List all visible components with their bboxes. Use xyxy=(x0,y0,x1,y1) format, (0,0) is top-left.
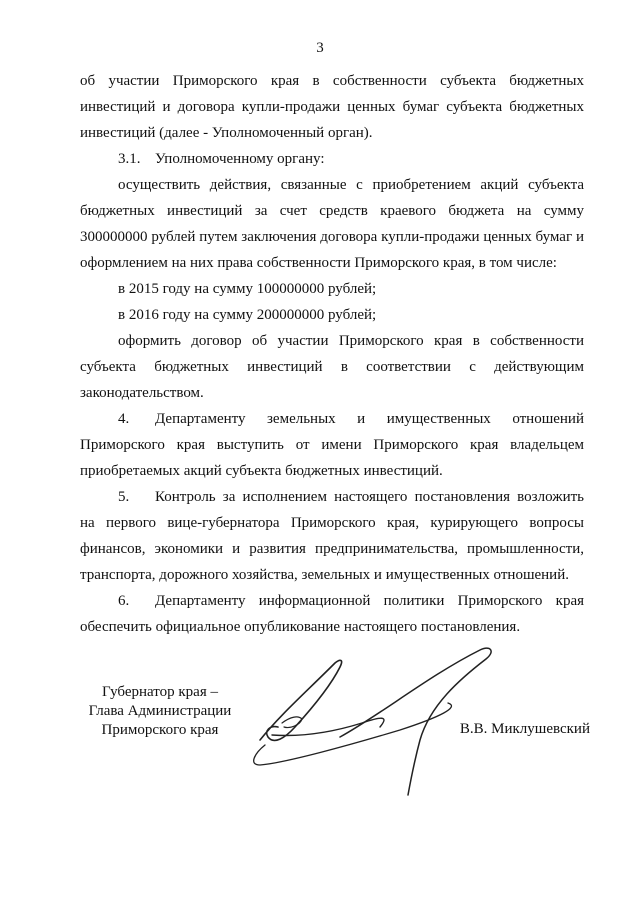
item-number: 4. xyxy=(118,411,130,427)
page-number: 3 xyxy=(316,40,324,56)
item-5 xyxy=(80,484,584,588)
item-text: Департаменту земельных и имущественных отношений Приморского края выступить от имени Приморского края владельцем приобретаемых акций субъекта бюджетных инвестиций. xyxy=(80,411,584,479)
paragraph-continuation: об участии Приморского края в собственности субъекта бюджетных инвестиций и договора купли-продажи ценных бумаг субъекта бюджетных инвестиций (далее - Уполномоченный орган). xyxy=(80,73,584,141)
item-4 xyxy=(80,406,584,484)
paragraph-2016: в 2016 году на сумму 200000000 рублей; xyxy=(118,307,377,323)
signatory-position xyxy=(80,683,240,740)
item-text: Контроль за исполнением настоящего постановления возложить на первого вице-губернатора Приморского края, курирующего вопросы финансов, экономики и развития предпринимательства, промышленности, транспорта, дорожного хозяйства, земельных и имущественных отношений. xyxy=(80,489,584,583)
item-number: 6. xyxy=(118,593,130,609)
position-line: Губернатор края – xyxy=(102,684,218,700)
signature-block xyxy=(80,675,590,815)
item-3-1 xyxy=(80,146,584,172)
item-text: Уполномоченному органу: xyxy=(155,151,325,167)
item-number: 3.1. xyxy=(118,151,141,167)
item-number: 5. xyxy=(118,489,130,505)
paragraph-actions: осуществить действия, связанные с приобретением акций субъекта бюджетных инвестиций за счет средств краевого бюджета на сумму 300000000 рублей путем заключения договора купли-продажи ценных бумаг и оформлением на них права собственности Приморского края, в том числе: xyxy=(80,177,584,271)
document-body xyxy=(80,68,584,640)
item-6 xyxy=(80,588,584,640)
paragraph-2015: в 2015 году на сумму 100000000 рублей; xyxy=(118,281,377,297)
position-line: Приморского края xyxy=(101,722,219,738)
position-line: Глава Администрации xyxy=(88,703,232,719)
paragraph-contract: оформить договор об участии Приморского края в собственности субъекта бюджетных инвестиций в соответствии с действующим законодательством. xyxy=(80,333,584,401)
item-text: Департаменту информационной политики Приморского края обеспечить официальное опубликование настоящего постановления. xyxy=(80,593,584,635)
signatory-name: В.В. Миклушевский xyxy=(459,721,590,737)
signature-stroke xyxy=(260,660,342,740)
